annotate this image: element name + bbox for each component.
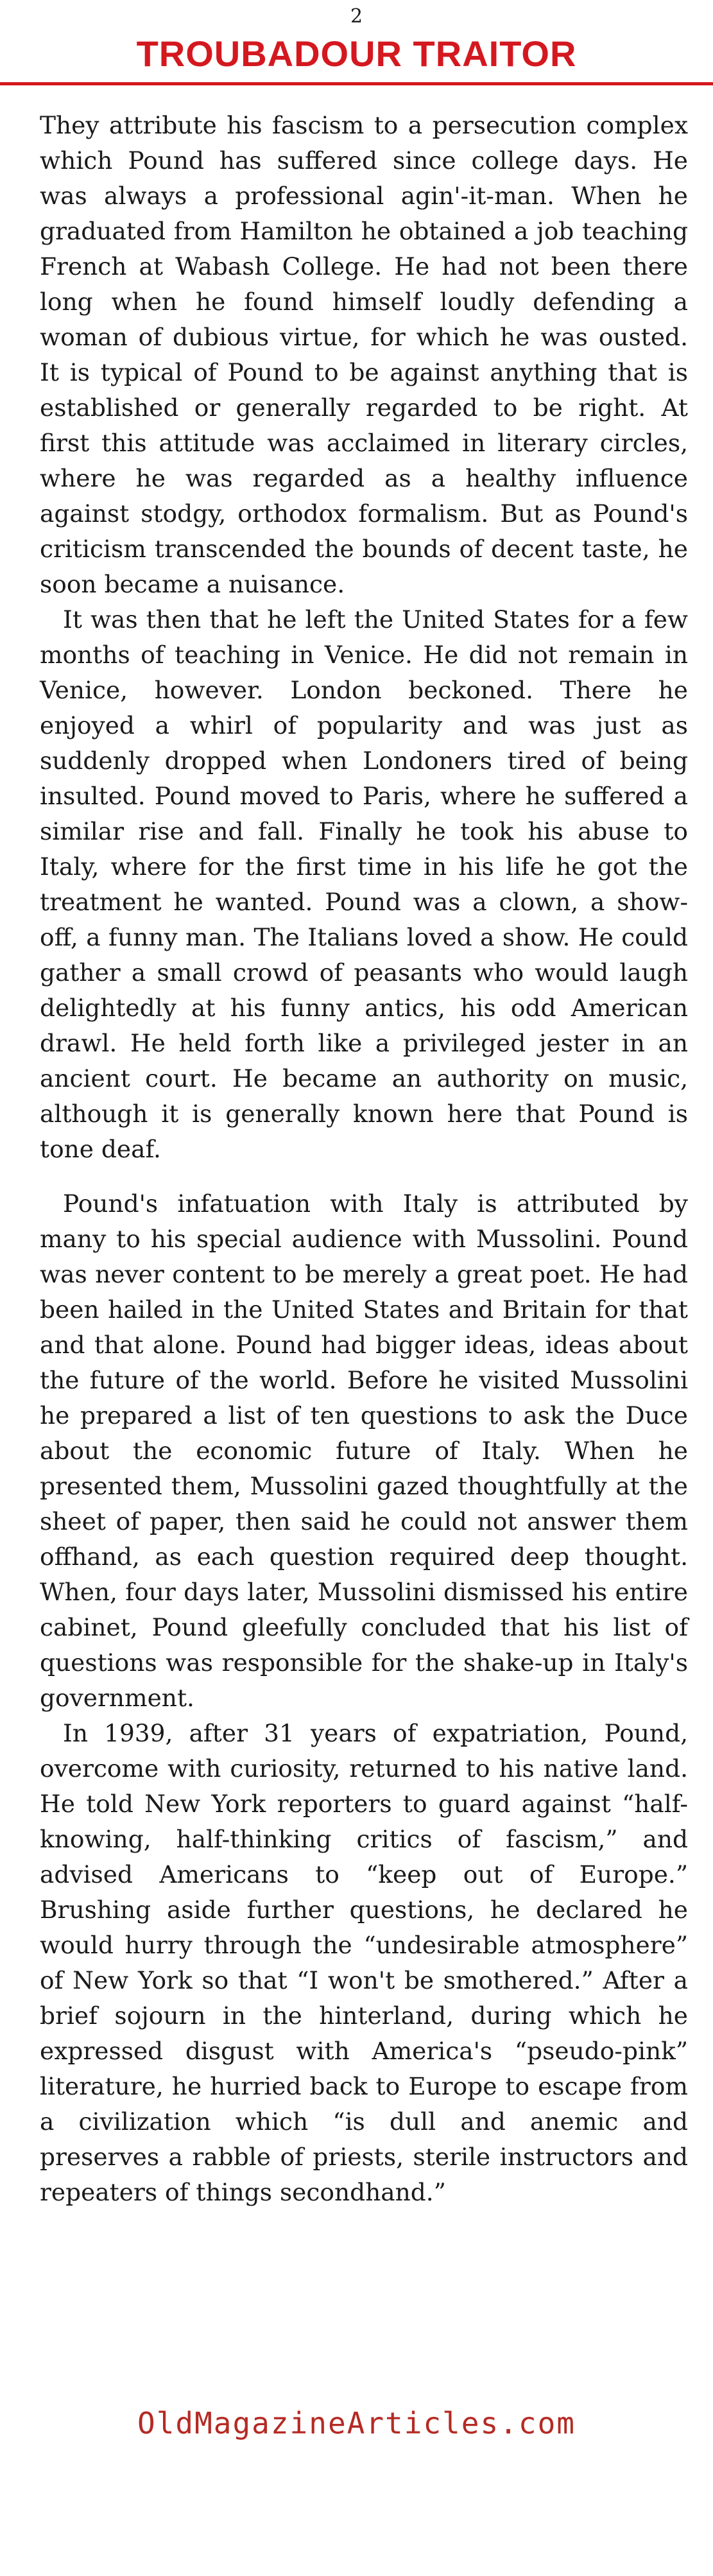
article-paragraph: In 1939, after 31 years of expatriation, Pound, overcome with curiosity, returned to his native land. He told New York reporters to guard against “half-knowing, half-thinking critics of fascism,” and advised Americans to “keep out of Europe.” Brushing aside further questions, he declared he would hurry through the “undesirable atmosphere” of New York so that “I won't be smothered.” After a brief sojourn in the hinterland, during which he expressed disgust with America's “pseudo-pink” literature, he hurried back to Europe to escape from a civilization which “is dull and anemic and preserves a rabble of priests, sterile instructors and repeaters of things secondhand.” (40, 1719, 688, 2206)
header-rule (0, 82, 713, 85)
page-header (0, 0, 713, 90)
article-headline: TROUBADOUR TRAITOR (136, 33, 577, 74)
article-body (40, 108, 688, 2210)
page-number: 2 (350, 5, 363, 28)
article-paragraph: Pound's infatuation with Italy is attributed by many to his special audience with Mussolini. Pound was never content to be merely a great poet. He had been hailed in the United States and Britain for that and that alone. Pound had bigger ideas, ideas about the future of the world. Before he visited Mussolini he prepared a list of ten questions to ask the Duce about the economic future of Italy. When he presented them, Mussolini gazed thoughtfully at the sheet of paper, then said he could not answer them offhand, as each question required deep thought. When, four days later, Mussolini dismissed his entire cabinet, Pound gleefully concluded that his list of questions was responsible for the shake-up in Italy's government. (40, 1189, 688, 1712)
site-watermark: OldMagazineArticles.com (137, 2406, 576, 2441)
article-paragraph: It was then that he left the United States for a few months of teaching in Venice. He did not remain in Venice, however. London beckoned. There he enjoyed a whirl of popularity and was just as suddenly dropped when Londoners tired of being insulted. Pound moved to Paris, where he suffered a similar rise and fall. Finally he took his abuse to Italy, where for the first time in his life he got the treatment he wanted. Pound was a clown, a show-off, a funny man. The Italians loved a show. He could gather a small crowd of peasants who would laugh delightedly at his funny antics, his odd American drawl. He held forth like a privileged jester in an ancient court. He became an authority on music, although it is generally known here that Pound is tone deaf. (40, 605, 688, 1163)
article-paragraph: They attribute his fascism to a persecution complex which Pound has suffered since college days. He was always a professional agin'-it-man. When he graduated from Hamilton he obtained a job teaching French at Wabash College. He had not been there long when he found himself loudly defending a woman of dubious virtue, for which he was ousted. It is typical of Pound to be against anything that is established or generally regarded to be right. At first this attitude was acclaimed in literary circles, where he was regarded as a healthy influence against stodgy, orthodox formalism. But as Pound's criticism transcended the bounds of decent taste, he soon became a nuisance. (40, 111, 688, 598)
